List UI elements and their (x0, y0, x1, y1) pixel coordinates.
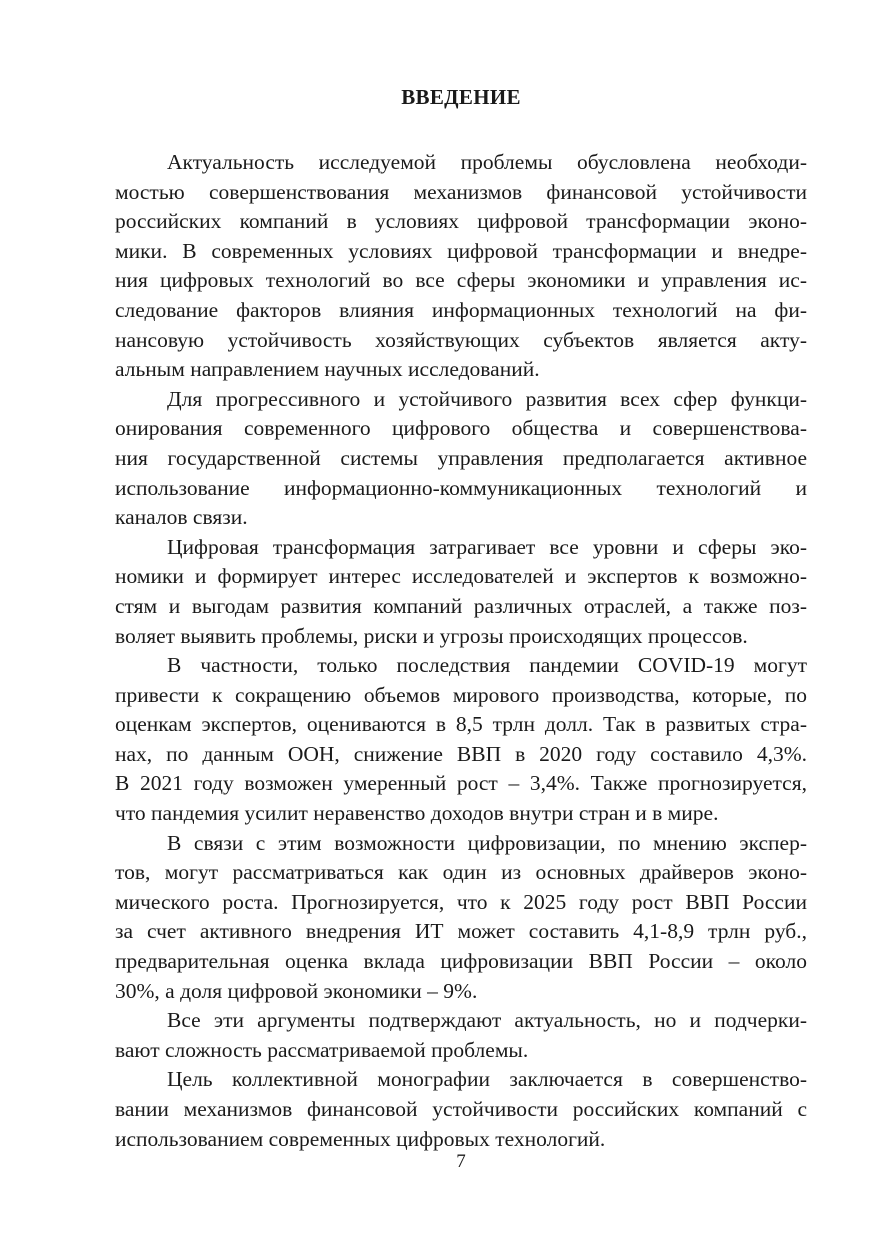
text-line: что пандемия усилит неравенство доходов внутри стран и в мире. (115, 801, 719, 826)
text-line: стям и выгодам развития компаний различных отраслей, а также поз- (115, 593, 807, 618)
text-line: за счет активного внедрения ИТ может составить 4,1-8,9 трлн руб., (115, 919, 807, 944)
text-line: В связи с этим возможности цифровизации, по мнению экспер- (167, 830, 807, 855)
text-line: предварительная оценка вклада цифровизации ВВП России – около (115, 949, 807, 974)
text-line: онирования современного цифрового общества и совершенствова- (115, 416, 807, 441)
text-line: нах, по данным ООН, снижение ВВП в 2020 году составило 4,3%. (115, 741, 807, 766)
text-line: привести к сокращению объемов мирового производства, которые, по (115, 682, 807, 707)
paragraph (115, 533, 807, 651)
text-line: тов, могут рассматриваться как один из основных драйверов эконо- (115, 860, 807, 885)
text-line: вают сложность рассматриваемой проблемы. (115, 1037, 529, 1062)
paragraph (115, 1006, 807, 1065)
text-line: мического роста. Прогнозируется, что к 2025 году рост ВВП России (115, 889, 807, 914)
paragraph (115, 385, 807, 533)
text-line: ния цифровых технологий во все сферы экономики и управления ис- (115, 268, 807, 293)
text-line: номики и формирует интерес исследователей и экспертов к возможно- (115, 564, 807, 589)
text-line: каналов связи. (115, 505, 248, 530)
text-line: 30%, а доля цифровой экономики – 9%. (115, 978, 478, 1003)
text-line: нансовую устойчивость хозяйствующих субъектов является акту- (115, 327, 807, 352)
text-line: российских компаний в условиях цифровой трансформации эконо- (115, 209, 807, 234)
document-page (115, 0, 807, 1240)
text-line: Для прогрессивного и устойчивого развития всех сфер функци- (167, 386, 807, 411)
text-line: воляет выявить проблемы, риски и угрозы происходящих процессов. (115, 623, 748, 648)
text-line: мики. В современных условиях цифровой трансформации и внедре- (115, 238, 807, 263)
text-line: использование информационно-коммуникационных технологий и (115, 475, 807, 500)
text-line: мостью совершенствования механизмов финансовой устойчивости (115, 179, 807, 204)
text-line: альным направлением научных исследований. (115, 357, 540, 382)
text-line: вании механизмов финансовой устойчивости российских компаний с (115, 1097, 807, 1121)
text-line: Актуальность исследуемой проблемы обусловлена необходи- (167, 150, 807, 174)
text-line: ния государственной системы управления предполагается активное (115, 445, 807, 470)
paragraph (115, 829, 807, 1007)
text-line: следование факторов влияния информационных технологий на фи- (115, 297, 807, 322)
paragraph (115, 1065, 807, 1154)
text-line: Цифровая трансформация затрагивает все уровни и сферы эко- (167, 534, 807, 559)
page-number: 7 (456, 1151, 466, 1172)
text-line: Все эти аргументы подтверждают актуальность, но и подчерки- (167, 1008, 807, 1033)
body-text (115, 148, 807, 1154)
text-line: В 2021 году возможен умеренный рост – 3,4%. Также прогнозируется, (115, 771, 807, 796)
paragraph (115, 148, 807, 385)
text-line: оценкам экспертов, оцениваются в 8,5 трлн долл. Так в развитых стра- (115, 712, 807, 737)
section-heading: ВВЕДЕНИЕ (401, 85, 521, 109)
text-line: В частности, только последствия пандемии COVID-19 могут (167, 653, 807, 678)
paragraph (115, 651, 807, 829)
text-line: использованием современных цифровых технологий. (115, 1126, 606, 1151)
text-line: Цель коллективной монографии заключается в совершенство- (167, 1067, 807, 1092)
